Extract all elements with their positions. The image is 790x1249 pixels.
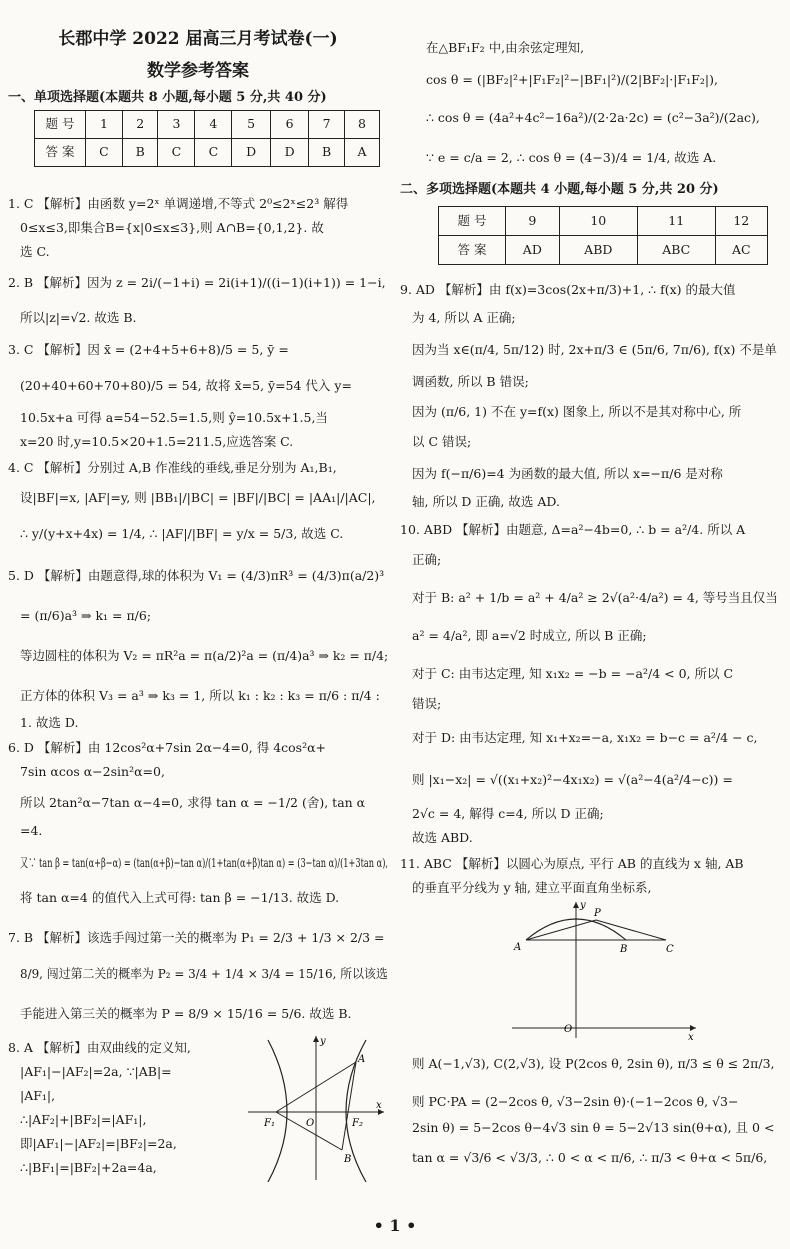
y-axis-arrow bbox=[573, 902, 579, 908]
table-header-cell: 题 号 bbox=[35, 111, 86, 139]
figure-label: F₁ bbox=[264, 1118, 275, 1129]
text-line: 选 C. bbox=[20, 244, 50, 259]
text-line: 即|AF₁|−|AF₂|=|BF₂|=2a, bbox=[20, 1136, 177, 1151]
table-cell: A bbox=[344, 139, 379, 167]
table-cell: D bbox=[232, 139, 271, 167]
table-cell: 4 bbox=[195, 111, 232, 139]
x-axis-arrow bbox=[690, 1025, 696, 1031]
text-line: 的垂直平分线为 y 轴, 建立平面直角坐标系, bbox=[412, 880, 652, 895]
text-line: 因为 (π/6, 1) 不在 y=f(x) 图象上, 所以不是其对称中心, 所 bbox=[412, 404, 742, 419]
answer-table-2 bbox=[438, 206, 768, 265]
table-cell: AC bbox=[715, 236, 767, 265]
figure-label: y bbox=[580, 900, 586, 911]
text-line: 为 4, 所以 A 正确; bbox=[412, 310, 516, 325]
text-line: 故选 ABD. bbox=[412, 830, 473, 845]
text-line: 因为 f(−π/6)=4 为函数的最大值, 所以 x=−π/6 是对称 bbox=[412, 466, 723, 481]
table-cell: 11 bbox=[637, 207, 715, 236]
page-title: 长郡中学 2022 届高三月考试卷(一) bbox=[58, 29, 338, 49]
text-line: 调函数, 所以 B 错误; bbox=[412, 374, 529, 389]
coordinate-figure bbox=[500, 896, 700, 1040]
text-line: 则 PC·PA = (2−2cos θ, √3−2sin θ)·(−1−2cos θ, √3− bbox=[412, 1094, 739, 1109]
page-number: • 1 • bbox=[373, 1216, 417, 1235]
figure-label: A bbox=[358, 1054, 366, 1065]
text-line: 1. 故选 D. bbox=[20, 715, 79, 730]
text-line: ∴ y/(y+x+4x) = 1/4, ∴ |AF|/|BF| = y/x = 5/3, 故选 C. bbox=[20, 526, 344, 541]
text-line: =4. bbox=[20, 823, 43, 838]
table-cell: ABC bbox=[637, 236, 715, 265]
text-line: 1. C 【解析】由函数 y=2ˣ 单调递增,不等式 2⁰≤2ˣ≤2³ 解得 bbox=[8, 196, 349, 211]
figure-label: C bbox=[666, 944, 674, 955]
figure-label: F₂ bbox=[352, 1118, 363, 1129]
text-line: 8. A 【解析】由双曲线的定义知, bbox=[8, 1040, 191, 1055]
text-line: 对于 C: 由韦达定理, 知 x₁x₂ = −b = −a²/4 < 0, 所以 C bbox=[412, 666, 734, 681]
table-cell: D bbox=[270, 139, 309, 167]
text-line: tan α = √3/6 < √3/3, ∴ 0 < α < π/6, ∴ π/3 < θ+α < 5π/6, bbox=[412, 1150, 768, 1165]
text-line: 设|BF|=x, |AF|=y, 则 |BB₁|/|BC| = |BF|/|BC| = |AA₁|/|AC|, bbox=[20, 490, 376, 505]
text-line: 11. ABC 【解析】以圆心为原点, 平行 AB 的直线为 x 轴, AB bbox=[400, 856, 744, 871]
table-header-cell: 答 案 bbox=[35, 139, 86, 167]
table-header-cell: 答 案 bbox=[439, 236, 506, 265]
section-1-heading: 一、单项选择题(本题共 8 小题,每小题 5 分,共 40 分) bbox=[8, 90, 327, 105]
text-line: |AF₁|−|AF₂|=2a, ∵|AB|= bbox=[20, 1064, 172, 1079]
page-subtitle: 数学参考答案 bbox=[147, 61, 249, 81]
answer-table-1 bbox=[34, 110, 380, 167]
text-line: x=20 时,y=10.5×20+1.5=211.5,应选答案 C. bbox=[20, 434, 294, 449]
figure-label: O bbox=[306, 1118, 315, 1129]
text-line: 在△BF₁F₂ 中,由余弦定理知, bbox=[426, 40, 585, 55]
text-line: 等边圆柱的体积为 V₂ = πR²a = π(a/2)²a = (π/4)a³ ⇒ k₂ = π/4; bbox=[20, 648, 389, 663]
text-line: 3. C 【解析】因 x̄ = (2+4+5+6+8)/5 = 5, ȳ = bbox=[8, 342, 289, 357]
figure-label: B bbox=[620, 944, 628, 955]
text-line: ∵ e = c/a = 2, ∴ cos θ = (4−3)/4 = 1/4, 故选 A. bbox=[426, 150, 717, 165]
figure-label: A bbox=[514, 942, 522, 953]
text-line: 2. B 【解析】因为 z = 2i/(−1+i) = 2i(i+1)/((i−1)(i+1)) = 1−i, bbox=[8, 275, 386, 290]
table-cell: C bbox=[158, 139, 195, 167]
table-cell: 12 bbox=[715, 207, 767, 236]
text-line: a² = 4/a², 即 a=√2 时成立, 所以 B 正确; bbox=[412, 628, 647, 643]
text-line: 手能进入第三关的概率为 P = 8/9 × 15/16 = 5/6. 故选 B. bbox=[20, 1006, 352, 1021]
table-cell: 2 bbox=[122, 111, 158, 139]
table-header-cell: 题 号 bbox=[439, 207, 506, 236]
text-line: 错误; bbox=[412, 696, 442, 711]
table-cell: 3 bbox=[158, 111, 195, 139]
text-line: 正方体的体积 V₃ = a³ ⇒ k₃ = 1, 所以 k₁ : k₂ : k₃ = π/6 : π/4 : bbox=[20, 688, 380, 703]
text-line: 则 |x₁−x₂| = √((x₁+x₂)²−4x₁x₂) = √(a²−4(a²/4−c)) = bbox=[412, 772, 733, 787]
text-line: 8/9, 闯过第二关的概率为 P₂ = 3/4 + 1/4 × 3/4 = 15/16, 所以该选 bbox=[20, 966, 388, 981]
text-line: 6. D 【解析】由 12cos²α+7sin 2α−4=0, 得 4cos²α+ bbox=[8, 740, 327, 755]
text-line: 因为当 x∈(π/4, 5π/12) 时, 2x+π/3 ∈ (5π/6, 7π/6), f(x) 不是单 bbox=[412, 342, 777, 357]
text-line: 所以|z|=√2. 故选 B. bbox=[20, 310, 137, 325]
segment-p-a bbox=[526, 920, 596, 940]
text-line: 正确; bbox=[412, 552, 442, 567]
table-cell: C bbox=[86, 139, 123, 167]
text-line: 所以 2tan²α−7tan α−4=0, 求得 tan α = −1/2 (舍), tan α bbox=[20, 795, 366, 810]
text-line: 9. AD 【解析】由 f(x)=3cos(2x+π/3)+1, ∴ f(x) 的最大值 bbox=[400, 282, 736, 297]
table-cell: 7 bbox=[309, 111, 345, 139]
text-line: 7. B 【解析】该选手闯过第一关的概率为 P₁ = 2/3 + 1/3 × 2/3 = bbox=[8, 930, 385, 945]
text-line: 对于 B: a² + 1/b = a² + 4/a² ≥ 2√(a²·4/a²) = 4, 等号当且仅当 bbox=[412, 590, 778, 605]
text-line: 2√c = 4, 解得 c=4, 所以 D 正确; bbox=[412, 806, 604, 821]
text-line: 则 A(−1,√3), C(2,√3), 设 P(2cos θ, 2sin θ), π/3 ≤ θ ≤ 2π/3, bbox=[412, 1056, 775, 1071]
text-line: = (π/6)a³ ⇒ k₁ = π/6; bbox=[20, 608, 152, 623]
text-line: |AF₁|, bbox=[20, 1088, 56, 1103]
table-cell: 5 bbox=[232, 111, 271, 139]
figure-label: O bbox=[564, 1024, 573, 1035]
text-line: cos θ = (|BF₂|²+|F₁F₂|²−|BF₁|²)/(2|BF₂|·|F₁F₂|), bbox=[426, 72, 718, 87]
text-line: 轴, 所以 D 正确, 故选 AD. bbox=[412, 494, 560, 509]
table-cell: 9 bbox=[506, 207, 560, 236]
text-line: 将 tan α=4 的值代入上式可得: tan β = −1/13. 故选 D. bbox=[20, 890, 340, 905]
text-line: ∴ cos θ = (4a²+4c²−16a²)/(2·2a·2c) = (c²−3a²)/(2ac), bbox=[426, 110, 760, 125]
figure-label: x bbox=[688, 1032, 694, 1040]
table-cell: AD bbox=[506, 236, 560, 265]
figure-label: P bbox=[594, 908, 601, 919]
table-cell: 1 bbox=[86, 111, 123, 139]
text-line: 10.5x+a 可得 a=54−52.5=1.5,则 ŷ=10.5x+1.5,当 bbox=[20, 410, 328, 425]
figure-label: x bbox=[376, 1100, 382, 1111]
segment-p-c bbox=[596, 920, 666, 940]
table-cell: 10 bbox=[559, 207, 637, 236]
table-cell: B bbox=[309, 139, 345, 167]
table-cell: 8 bbox=[344, 111, 379, 139]
table-cell: B bbox=[122, 139, 158, 167]
y-axis-arrow bbox=[313, 1036, 319, 1042]
text-line: 5. D 【解析】由题意得,球的体积为 V₁ = (4/3)πR³ = (4/3)π(a/2)³ bbox=[8, 568, 385, 583]
figure-label: B bbox=[344, 1154, 352, 1165]
text-line: 又∵ tan β = tan(α+β−α) = (tan(α+β)−tan α)/(1+tan(α+β)tan α) = (3−tan α)/(1+3tan α), bbox=[20, 855, 389, 870]
hyperbola-figure bbox=[248, 1032, 388, 1182]
table-cell: ABD bbox=[559, 236, 637, 265]
text-line: 4. C 【解析】分别过 A,B 作准线的垂线,垂足分别为 A₁,B₁, bbox=[8, 460, 337, 475]
text-line: ∴|AF₂|+|BF₂|=|AF₁|, bbox=[20, 1112, 147, 1127]
table-cell: 6 bbox=[270, 111, 309, 139]
text-line: (20+40+60+70+80)/5 = 54, 故将 x̄=5, ȳ=54 代入 y= bbox=[20, 378, 352, 393]
text-line: 7sin αcos α−2sin²α=0, bbox=[20, 764, 165, 779]
figure-label: y bbox=[320, 1036, 326, 1047]
text-line: 对于 D: 由韦达定理, 知 x₁+x₂=−a, x₁x₂ = b−c = a²/4 − c, bbox=[412, 730, 758, 745]
text-line: 10. ABD 【解析】由题意, Δ=a²−4b=0, ∴ b = a²/4. 所以 A bbox=[400, 522, 746, 537]
text-line: 0≤x≤3,即集合B={x|0≤x≤3},则 A∩B={0,1,2}. 故 bbox=[20, 220, 324, 235]
text-line: 2sin θ) = 5−2cos θ−4√3 sin θ = 5−2√13 sin(θ+α), 且 0 < bbox=[412, 1120, 775, 1135]
section-2-heading: 二、多项选择题(本题共 4 小题,每小题 5 分,共 20 分) bbox=[400, 182, 719, 197]
text-line: ∴|BF₁|=|BF₂|+2a=4a, bbox=[20, 1160, 157, 1175]
table-cell: C bbox=[195, 139, 232, 167]
text-line: 以 C 错误; bbox=[412, 434, 472, 449]
